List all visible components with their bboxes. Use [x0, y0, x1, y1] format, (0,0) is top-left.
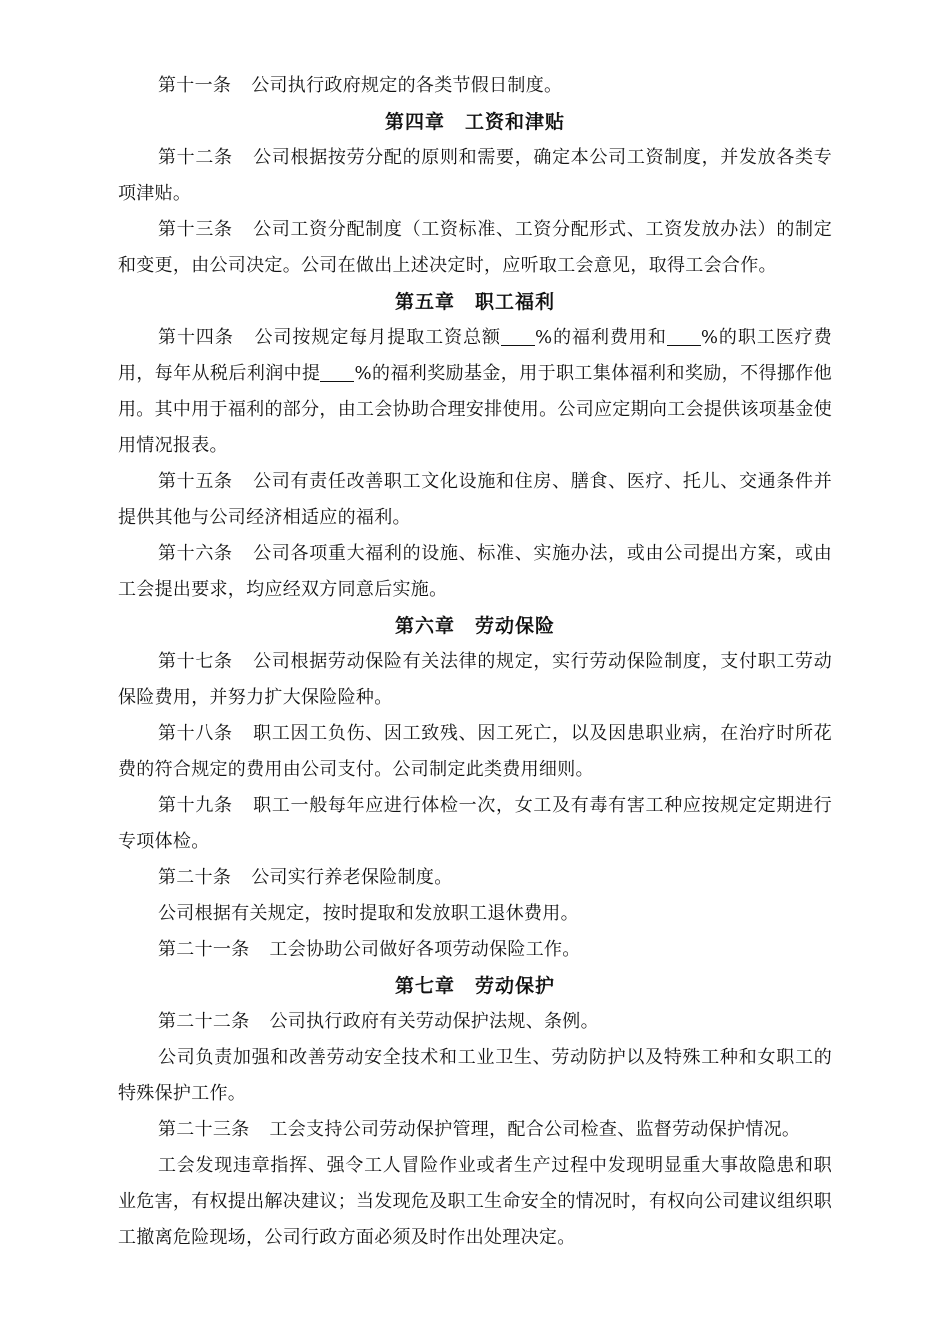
article-17: 第十七条 公司根据劳动保险有关法律的规定，实行劳动保险制度，支付职工劳动保险费用，并努力扩大保险险种。 [118, 651, 833, 708]
article-15: 第十五条 公司有责任改善职工文化设施和住房、膳食、医疗、托儿、交通条件并提供其他与公司经济相适应的福利。 [118, 471, 833, 528]
chapter-6-heading: 第六章 劳动保险 [394, 615, 556, 637]
chapter-4-heading: 第四章 工资和津贴 [384, 111, 566, 133]
article-23: 第二十三条 工会支持公司劳动保护管理，配合公司检查、监督劳动保护情况。 [158, 1119, 801, 1140]
article-18: 第十八条 职工因工负伤、因工致残、因工死亡，以及因患职业病，在治疗时所花费的符合规定的费用由公司支付。公司制定此类费用细则。 [118, 723, 833, 780]
article-14: 第十四条 公司按规定每月提取工资总额 %的福利费用和 %的职工医疗费用，每年从税后利润中提 %的福利奖励基金，用于职工集体福利和奖励，不得挪作他用。其中用于福利的部分，由工会协助合理安排使用。公司应定期向工会提供该项基金使用情况报表。 [118, 327, 833, 456]
article-20-clause: 公司根据有关规定，按时提取和发放职工退休费用。 [158, 903, 579, 924]
fill-blank [501, 327, 535, 346]
document-page [118, 68, 832, 1256]
article-20: 第二十条 公司实行养老保险制度。 [158, 867, 453, 888]
fill-blank [667, 327, 701, 346]
article-13: 第十三条 公司工资分配制度（工资标准、工资分配形式、工资发放办法）的制定和变更，由公司决定。公司在做出上述决定时，应听取工会意见，取得工会合作。 [118, 219, 833, 276]
article-12: 第十二条 公司根据按劳分配的原则和需要，确定本公司工资制度，并发放各类专项津贴。 [118, 147, 833, 204]
article-22: 第二十二条 公司执行政府有关劳动保护法规、条例。 [158, 1011, 599, 1032]
fill-blank [320, 363, 354, 382]
article-23-clause: 工会发现违章指挥、强令工人冒险作业或者生产过程中发现明显重大事故隐患和职业危害，有权提出解决建议；当发现危及职工生命安全的情况时，有权向公司建议组织职工撤离危险现场，公司行政方面必须及时作出处理决定。 [118, 1155, 832, 1248]
article-22-clause: 公司负责加强和改善劳动安全技术和工业卫生、劳动防护以及特殊工种和女职工的特殊保护工作。 [118, 1047, 832, 1104]
article-11: 第十一条 公司执行政府规定的各类节假日制度。 [158, 75, 563, 96]
chapter-7-heading: 第七章 劳动保护 [394, 975, 556, 997]
article-16: 第十六条 公司各项重大福利的设施、标准、实施办法，或由公司提出方案，或由工会提出要求，均应经双方同意后实施。 [118, 543, 833, 600]
article-19: 第十九条 职工一般每年应进行体检一次，女工及有毒有害工种应按规定定期进行专项体检。 [118, 795, 833, 852]
article-21: 第二十一条 工会协助公司做好各项劳动保险工作。 [158, 939, 581, 960]
chapter-5-heading: 第五章 职工福利 [394, 291, 556, 313]
